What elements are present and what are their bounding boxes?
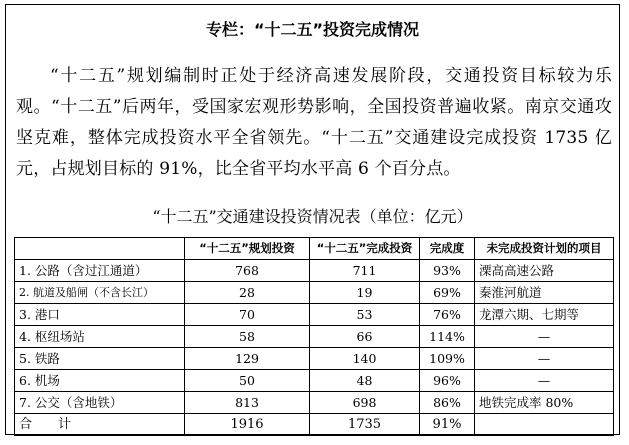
row-rate: 114% <box>420 326 475 348</box>
row-rate: 109% <box>420 348 475 370</box>
row-project: — <box>475 326 614 348</box>
row-done: 19 <box>310 282 420 304</box>
row-item: 7. 公交（含地铁） <box>15 392 185 414</box>
row-done: 48 <box>310 370 420 392</box>
row-item: 3. 港口 <box>15 304 185 326</box>
row-done: 66 <box>310 326 420 348</box>
row-item: 4. 枢纽场站 <box>15 326 185 348</box>
row-done: 698 <box>310 392 420 414</box>
row-project: 秦淮河航道 <box>475 282 614 304</box>
header-project: 未完成投资计划的项目 <box>475 238 614 260</box>
row-item: 5. 铁路 <box>15 348 185 370</box>
table-row <box>15 304 614 326</box>
row-project: — <box>475 348 614 370</box>
total-done: 1735 <box>310 414 420 436</box>
row-done: 711 <box>310 260 420 282</box>
total-project <box>475 414 614 436</box>
row-project: — <box>475 370 614 392</box>
table-row <box>15 392 614 414</box>
row-item: 2. 航道及船闸（不含长江） <box>15 282 185 304</box>
row-rate: 96% <box>420 370 475 392</box>
row-plan: 813 <box>185 392 310 414</box>
row-rate: 93% <box>420 260 475 282</box>
table-title: “十二五”交通建设投资情况表（单位：亿元） <box>152 207 473 226</box>
row-plan: 70 <box>185 304 310 326</box>
row-project: 溧高高速公路 <box>475 260 614 282</box>
row-plan: 28 <box>185 282 310 304</box>
row-rate: 76% <box>420 304 475 326</box>
total-rate: 91% <box>420 414 475 436</box>
header-done: “十二五”完成投资 <box>310 238 420 260</box>
row-done: 140 <box>310 348 420 370</box>
row-rate: 69% <box>420 282 475 304</box>
table-row <box>15 282 614 304</box>
table-row <box>15 260 614 282</box>
table-row <box>15 348 614 370</box>
header-item <box>15 238 185 260</box>
investment-table <box>14 237 614 436</box>
box-title: 专栏：“十二五”投资完成情况 <box>205 20 420 39</box>
body-paragraph: “十二五”规划编制时正处于经济高速发展阶段，交通投资目标较为乐观。“十二五”后两年，受国家宏观形势影响，全国投资普遍收紧。南京交通攻坚克难，整体完成投资水平全省领先。“十二五”交通建设完成投资 1735 亿元，占规划目标的 91%，比全省平均水平高 6 个百分点。 <box>16 66 612 179</box>
table-total-row <box>15 414 614 436</box>
row-plan: 768 <box>185 260 310 282</box>
row-plan: 50 <box>185 370 310 392</box>
total-item: 合 计 <box>15 414 185 436</box>
row-item: 1. 公路（含过江通道） <box>15 260 185 282</box>
row-plan: 129 <box>185 348 310 370</box>
header-plan: “十二五”规划投资 <box>185 238 310 260</box>
row-project: 地铁完成率 80% <box>475 392 614 414</box>
column-box <box>5 4 620 435</box>
table-row <box>15 370 614 392</box>
row-done: 53 <box>310 304 420 326</box>
row-project: 龙潭六期、七期等 <box>475 304 614 326</box>
row-plan: 58 <box>185 326 310 348</box>
header-rate: 完成度 <box>420 238 475 260</box>
row-item: 6. 机场 <box>15 370 185 392</box>
table-header-row <box>15 238 614 260</box>
total-plan: 1916 <box>185 414 310 436</box>
table-row <box>15 326 614 348</box>
row-rate: 86% <box>420 392 475 414</box>
